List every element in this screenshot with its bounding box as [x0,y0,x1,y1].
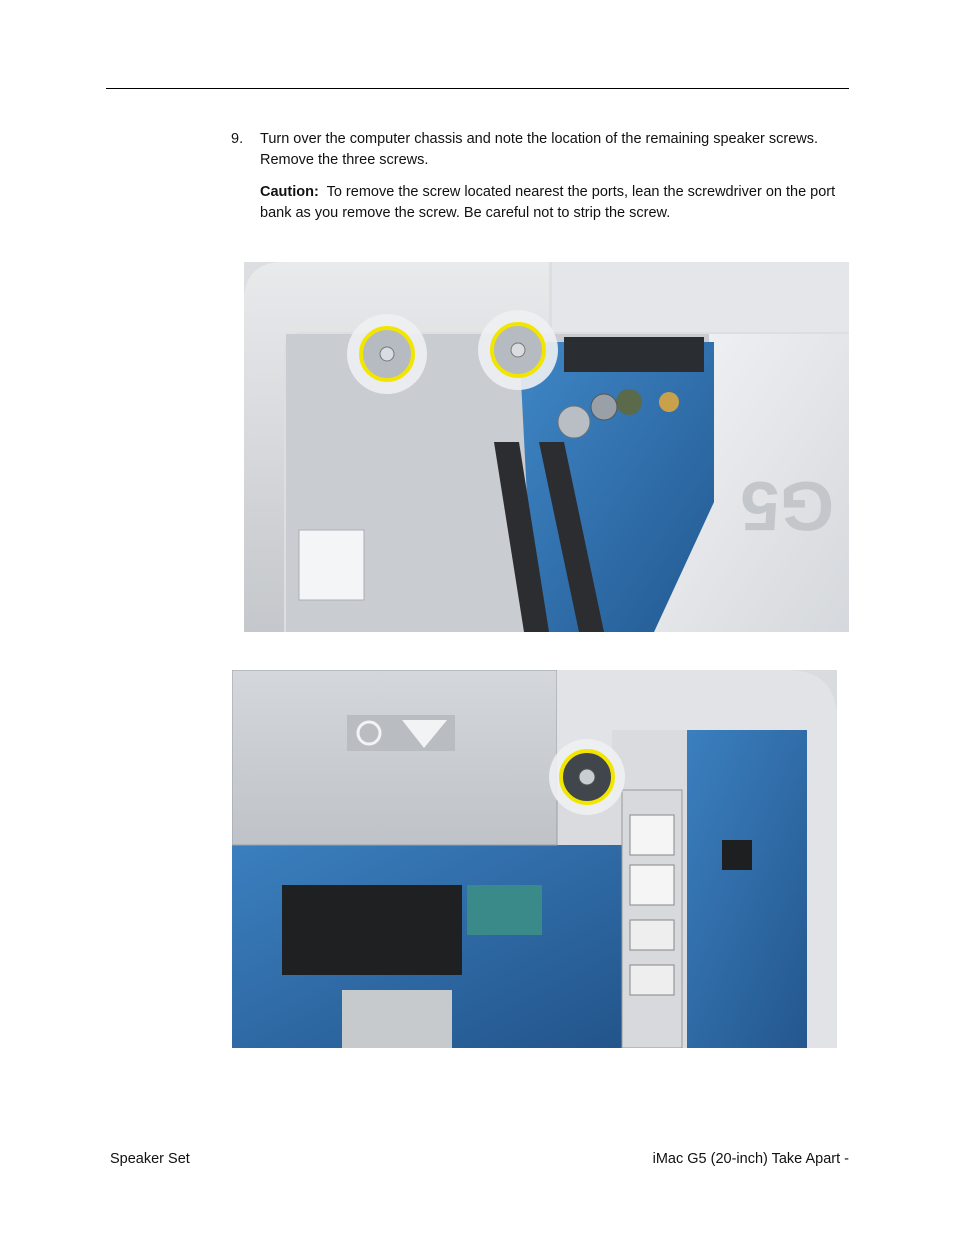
caution-note [260,182,852,224]
step-text: Turn over the computer chassis and note the location of the remaining speaker screws. Remove the three screws. [260,131,819,168]
photo-speaker-screw-ports [232,670,837,1048]
caution-text: To remove the screw located nearest the ports, lean the screwdriver on the port bank as you remove the screw. Be careful not to strip the screw. [260,184,836,221]
step-number: 9. [231,131,244,147]
step-9 [231,129,851,171]
caution-label: Caution: [260,184,319,200]
chassis-illustration-2 [232,670,837,1048]
chassis-illustration-1 [244,262,849,632]
photo-speaker-screws-top [244,262,849,632]
g5-logo: G5 [740,467,834,545]
header-rule [106,88,849,89]
footer-section-title: Speaker Set [110,1151,190,1167]
footer-document-title: iMac G5 (20-inch) Take Apart - [652,1151,849,1167]
